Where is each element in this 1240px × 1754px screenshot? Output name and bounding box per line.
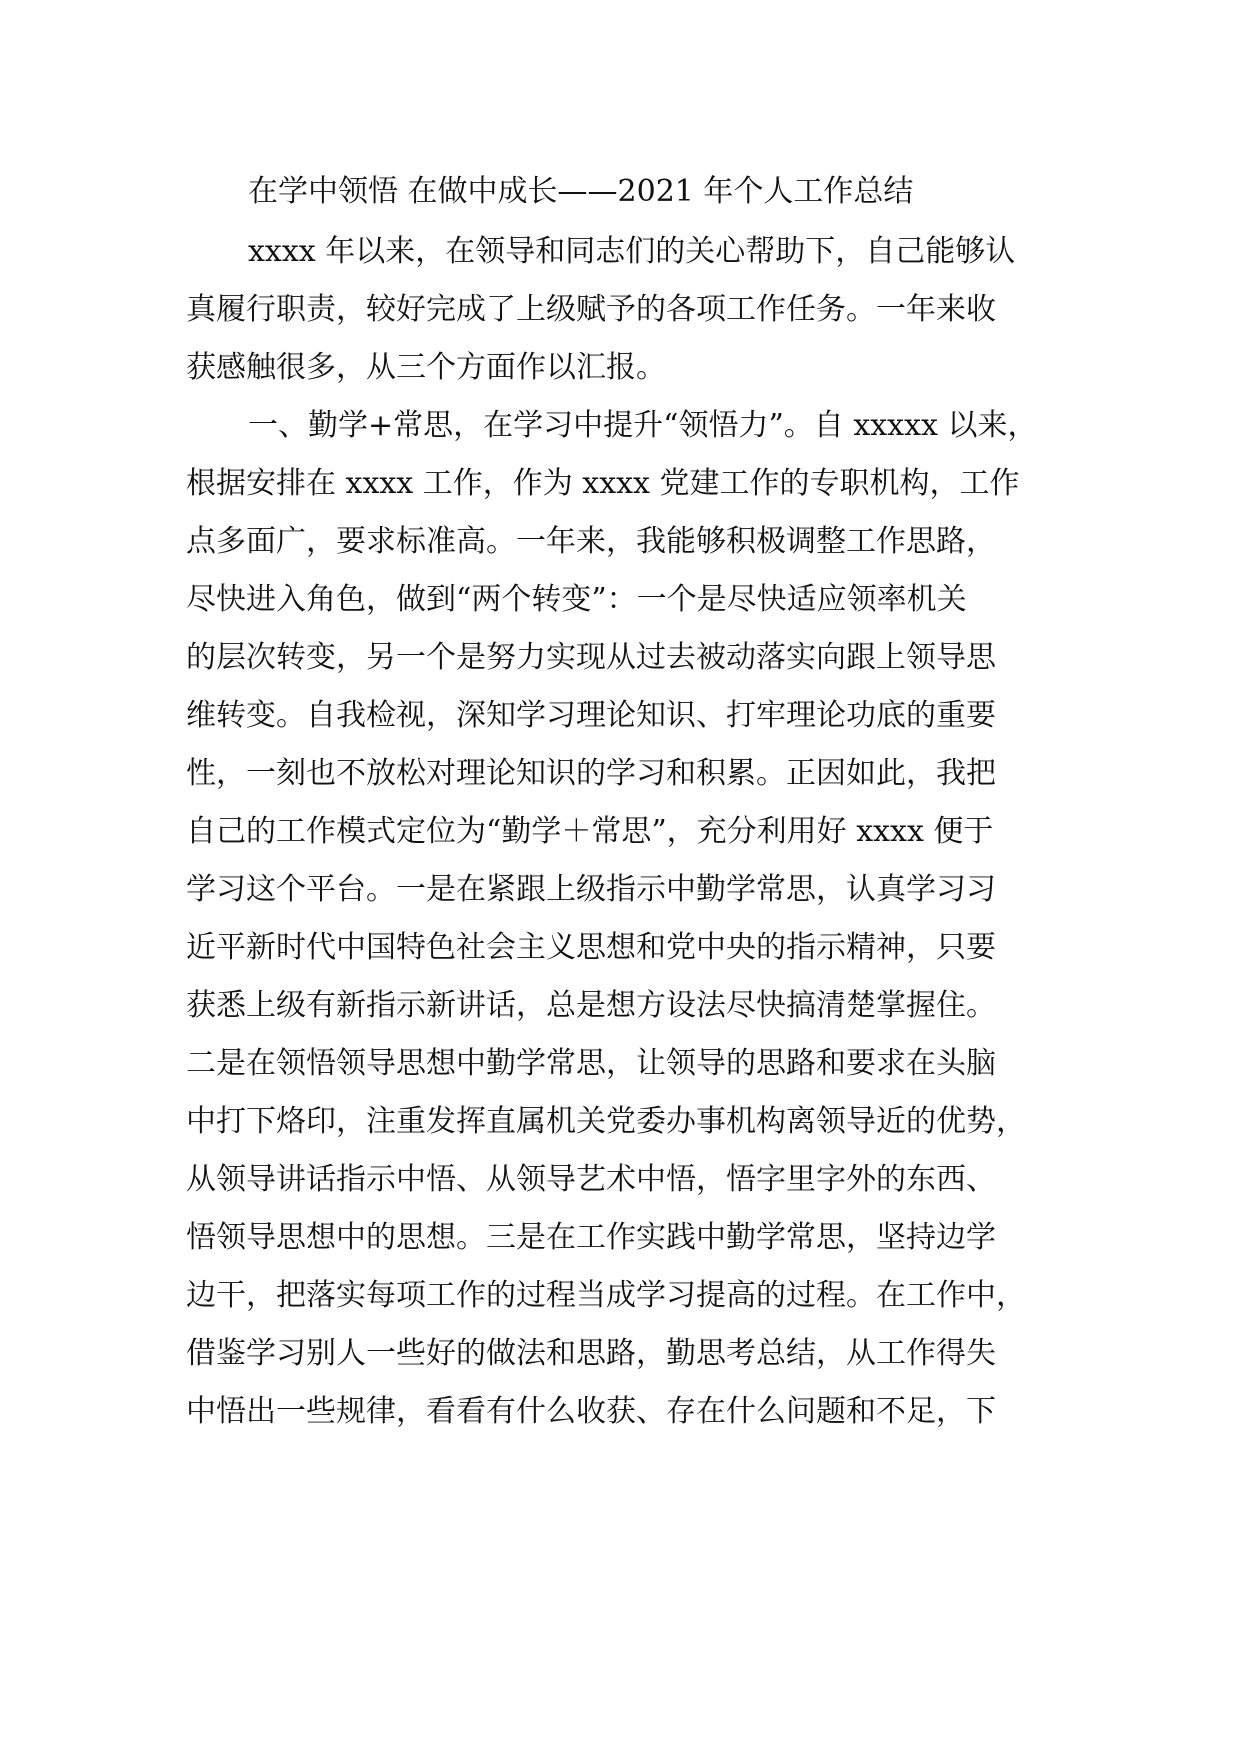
paragraph-line: 中打下烙印，注重发挥直属机关党委办事机构离领导近的优势， <box>186 1104 1026 1139</box>
paragraph-line: 二是在领悟领导思想中勤学常思，让领导的思路和要求在头脑 <box>186 1046 996 1081</box>
paragraph-line: 根据安排在 xxxx 工作，作为 xxxx 党建工作的专职机构，工作 <box>186 466 1020 501</box>
paragraph-line: 中悟出一些规律，看看有什么收获、存在什么问题和不足，下 <box>186 1394 996 1429</box>
paragraph-line: 借鉴学习别人一些好的做法和思路，勤思考总结，从工作得失 <box>186 1336 996 1371</box>
paragraph-line: 获感触很多，从三个方面作以汇报。 <box>186 350 666 385</box>
paragraph-line: 的层次转变，另一个是努力实现从过去被动落实向跟上领导思 <box>186 640 996 675</box>
paragraph-line: 学习这个平台。一是在紧跟上级指示中勤学常思，认真学习习 <box>186 872 996 907</box>
document-title: 在学中领悟 在做中成长——2021 年个人工作总结 <box>248 174 914 209</box>
paragraph-line: 近平新时代中国特色社会主义思想和党中央的指示精神，只要 <box>186 930 996 965</box>
paragraph-line: xxxx 年以来，在领导和同志们的关心帮助下，自己能够认 <box>248 234 1016 269</box>
paragraph-line: 自己的工作模式定位为“勤学＋常思”，充分利用好 xxxx 便于 <box>186 814 994 849</box>
paragraph-line: 从领导讲话指示中悟、从领导艺术中悟，悟字里字外的东西、 <box>186 1162 996 1197</box>
paragraph-line: 维转变。自我检视，深知学习理论知识、打牢理论功底的重要 <box>186 698 996 733</box>
paragraph-line: 一、勤学+常思，在学习中提升“领悟力”。自 xxxxx 以来， <box>248 408 1038 443</box>
paragraph-line: 真履行职责，较好完成了上级赋予的各项工作任务。一年来收 <box>186 292 996 327</box>
paragraph-line: 悟领导思想中的思想。三是在工作实践中勤学常思，坚持边学 <box>186 1220 996 1255</box>
paragraph-line: 边干，把落实每项工作的过程当成学习提高的过程。在工作中， <box>186 1278 1026 1313</box>
paragraph-line: 获悉上级有新指示新讲话，总是想方设法尽快搞清楚掌握住。 <box>186 988 996 1023</box>
paragraph-line: 尽快进入角色，做到“两个转变”：一个是尽快适应领率机关 <box>186 582 967 617</box>
paragraph-line: 性，一刻也不放松对理论知识的学习和积累。正因如此，我把 <box>186 756 996 791</box>
paragraph-line: 点多面广，要求标准高。一年来，我能够积极调整工作思路， <box>186 524 996 559</box>
